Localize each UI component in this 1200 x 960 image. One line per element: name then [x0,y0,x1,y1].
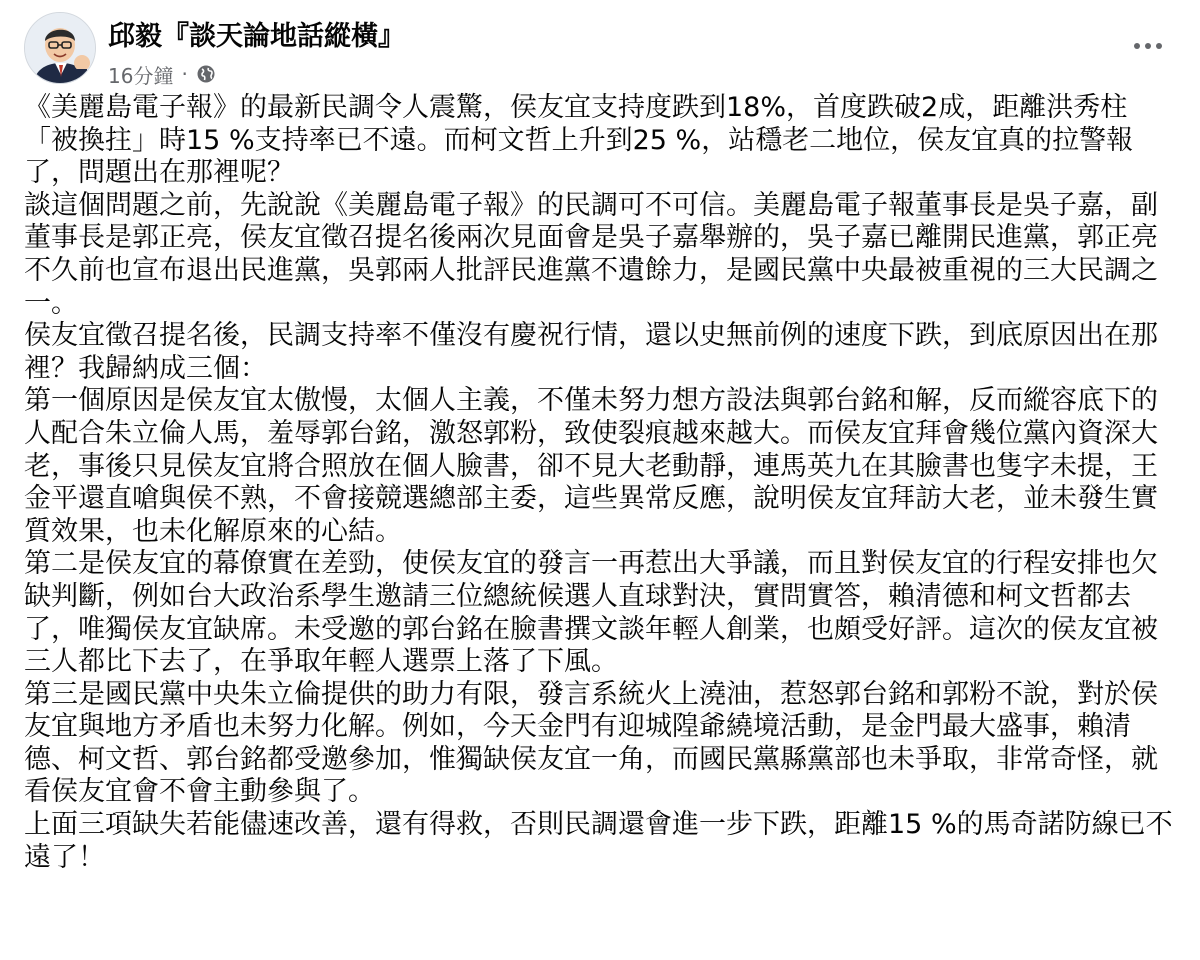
avatar[interactable] [24,12,96,84]
post-paragraph: 第一個原因是侯友宜太傲慢，太個人主義，不僅未努力想方設法與郭台銘和解，反而縱容底下的 人配合朱立倫人馬，羞辱郭台銘，激怒郭粉，致使裂痕越來越大。而侯友宜拜會幾位黨內資深大 老，事後只見侯友宜將合照放在個人臉書，卻不見大老動靜，連馬英九在其臉書也隻字未提，王 金平還直嗆與侯不熟，不會接競選總部主委，這些異常反應，說明侯友宜拜訪大老，並未發生實 質效果，也未化解原來的心結。 [24,385,1158,547]
post-paragraph: 第二是侯友宜的幕僚實在差勁，使侯友宜的發言一再惹出大爭議，而且對侯友宜的行程安排也欠 缺判斷，例如台大政治系學生邀請三位總統候選人直球對決，實問實答，賴清德和柯文哲都去 了，唯獨侯友宜缺席。未受邀的郭台銘在臉書撰文談年輕人創業，也頗受好評。這次的侯友宜被 三人都比下去了，在爭取年輕人選票上落了下風。 [24,548,1158,678]
post-header [24,12,1176,86]
post-paragraph: 上面三項缺失若能儘速改善，還有得救，否則民調還會進一步下跌，距離15 %的馬奇諾防線已不 遠了！ [24,809,1173,873]
post-paragraph: 談這個問題之前，先說說《美麗島電子報》的民調可不可信。美麗島電子報董事長是吳子嘉，副 董事長是郭正亮，侯友宜徵召提名後兩次見面會是吳子嘉舉辦的，吳子嘉已離開民進黨，郭正亮 不久前也宣布退出民進黨，吳郭兩人批評民進黨不遺餘力，是國民黨中央最被重視的三大民調之 一。 [24,189,1158,319]
post-paragraph: 《美麗島電子報》的最新民調令人震驚，侯友宜支持度跌到18%，首度跌破2成，距離洪秀柱 「被換拄」時15 %支持率已不遠。而柯文哲上升到25 %，站穩老二地位，侯友宜真的拉警報 了，問題出在那裡呢？ [24,92,1134,189]
more-options-icon [1134,43,1162,49]
timestamp[interactable]: 16分鐘 [108,63,174,88]
globe-icon[interactable] [196,64,216,84]
separator-dot: · [181,62,188,86]
post-paragraph: 侯友宜徵召提名後，民調支持率不僅沒有慶祝行情，還以史無前例的速度下跌，到底原因出在那 裡？我歸納成三個： [24,320,1158,384]
more-options-button[interactable] [1124,26,1172,66]
avatar-image [25,13,96,84]
author-name[interactable]: 邱毅『談天論地話縱橫』 [108,21,405,52]
post-body [24,92,1184,874]
post-meta [108,62,216,86]
post-paragraph: 第三是國民黨中央朱立倫提供的助力有限，發言系統火上澆油，惹怒郭台銘和郭粉不說，對於侯 友宜與地方矛盾也未努力化解。例如，今天金門有迎城隍爺繞境活動，是金門最大盛事，賴清 德、柯文哲、郭台銘都受邀參加，惟獨缺侯友宜一角，而國民黨縣黨部也未爭取，非常奇怪，就 看侯友宜會不會主動參與了。 [24,678,1158,808]
